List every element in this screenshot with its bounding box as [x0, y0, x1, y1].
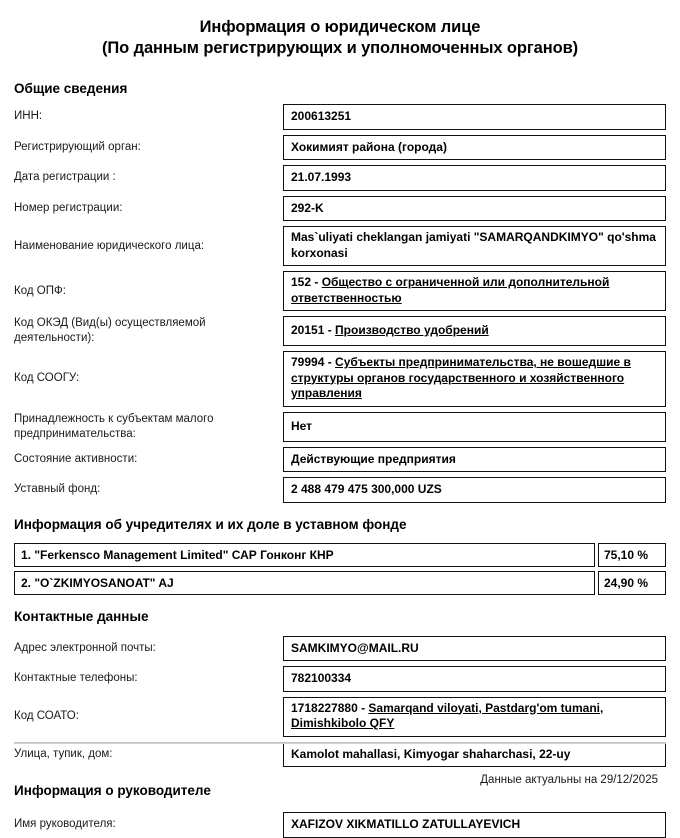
label-small-business: Принадлежность к субъектам малого предпринимательства: — [14, 412, 214, 440]
founder-share: 75,10 % — [598, 543, 666, 567]
footer-actuality-note: Данные актуальны на 29/12/2025 — [480, 774, 658, 786]
page-title-line2: (По данным регистрирующих и уполномоченных органов) — [101, 39, 579, 57]
value-inn: 200613251 — [283, 104, 666, 130]
opf-code-link[interactable]: Общество с ограниченной или дополнительной ответственностью — [291, 275, 610, 305]
value-oked-code — [283, 316, 666, 346]
label-email: Адрес электронной почты: — [14, 641, 156, 654]
value-registration-number: 292-K — [283, 196, 666, 222]
label-soogu-code: Код СООГУ: — [14, 372, 80, 385]
label-director-name: Имя руководителя: — [14, 818, 116, 831]
value-registration-date: 21.07.1993 — [283, 165, 666, 191]
value-charter-fund: 2 488 479 475 300,000 UZS — [283, 477, 666, 503]
soogu-code-link[interactable]: Субъекты предпринимательства, не вошедшие в структуры органов государственного и хозяйственного управления — [291, 355, 631, 400]
row-inn — [14, 104, 666, 130]
footer-divider — [14, 742, 666, 744]
row-registration-number — [14, 196, 666, 222]
value-activity-state: Действующие предприятия — [283, 447, 666, 473]
row-soato-code — [14, 697, 666, 737]
value-phones: 782100334 — [283, 666, 666, 692]
contacts-table — [14, 636, 666, 768]
row-phones — [14, 666, 666, 692]
section-heading-founders: Информация об учредителях и их доле в уставном фонде — [14, 516, 407, 532]
label-activity-state: Состояние активности: — [14, 452, 138, 465]
row-registration-date — [14, 165, 666, 191]
row-street-address — [14, 742, 666, 768]
opf-code-number: 152 - — [291, 275, 322, 289]
row-director-name — [14, 812, 666, 838]
value-soato-code — [283, 697, 666, 737]
row-activity-state — [14, 447, 666, 473]
oked-code-link[interactable]: Производство удобрений — [335, 323, 489, 338]
row-charter-fund — [14, 477, 666, 503]
row-entity-name — [14, 226, 666, 266]
founder-share: 24,90 % — [598, 571, 666, 595]
value-entity-name: Mas`uliyati cheklangan jamiyati "SAMARQANDKIMYO" qo'shma korxonasi — [283, 226, 666, 266]
row-oked-code — [14, 316, 666, 346]
row-small-business — [14, 412, 666, 442]
label-opf-code: Код ОПФ: — [14, 284, 66, 297]
founders-table — [14, 543, 666, 595]
label-phones: Контактные телефоны: — [14, 672, 138, 685]
label-registration-authority: Регистрирующий орган: — [14, 140, 141, 153]
section-heading-director: Информация о руководителе — [14, 783, 211, 798]
section-heading-contacts: Контактные данные — [14, 608, 149, 624]
soato-code-link[interactable]: Samarqand viloyati, Pastdarg'om tumani, Dimishkibolo QFY — [291, 700, 604, 730]
oked-code-number: 20151 - — [291, 323, 336, 338]
label-charter-fund: Уставный фонд: — [14, 483, 101, 496]
table-row — [14, 571, 666, 595]
label-entity-name: Наименование юридического лица: — [14, 239, 205, 252]
label-street-address: Улица, тупик, дом: — [14, 747, 113, 760]
value-small-business: Нет — [283, 412, 666, 442]
founder-name: 1. "Ferkensco Management Limited" САР Гонконг КНР — [14, 543, 595, 567]
row-email — [14, 636, 666, 662]
label-oked-code: Код ОКЭД (Вид(ы) осуществляемой деятельности): — [14, 317, 206, 344]
label-soato-code: Код СОАТО: — [14, 710, 79, 722]
director-table — [14, 812, 666, 838]
page-title-line1: Информация о юридическом лице — [199, 18, 481, 36]
soogu-code-number: 79994 - — [291, 355, 336, 369]
label-inn: ИНН: — [14, 110, 43, 123]
general-info-table — [14, 104, 666, 503]
label-registration-number: Номер регистрации: — [14, 201, 123, 214]
table-row — [14, 543, 666, 567]
section-heading-general: Общие сведения — [14, 81, 128, 96]
page-title — [14, 0, 666, 59]
row-opf-code — [14, 271, 666, 311]
label-registration-date: Дата регистрации : — [14, 171, 116, 184]
row-registration-authority — [14, 135, 666, 161]
value-opf-code — [283, 271, 666, 311]
soato-code-number: 1718227880 - — [291, 700, 369, 715]
value-email: SAMKIMYO@MAIL.RU — [283, 636, 666, 662]
value-street-address: Kamolot mahallasi, Kimyogar shaharchasi, 22-uy — [283, 742, 666, 768]
value-director-name: XAFIZOV XIKMATILLO ZATULLAYEVICH — [283, 812, 666, 838]
value-soogu-code — [283, 351, 666, 407]
row-soogu-code — [14, 351, 666, 407]
value-registration-authority: Хокимият района (города) — [283, 135, 666, 161]
founder-name: 2. "O`ZKIMYOSANOAT" AJ — [14, 571, 595, 595]
